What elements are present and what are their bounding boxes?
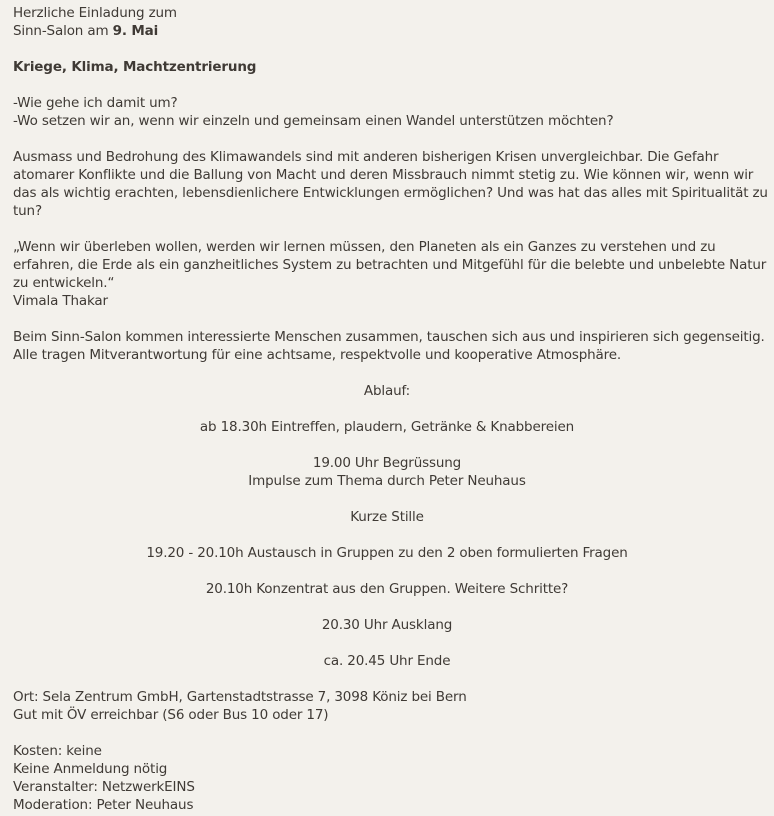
spacer [13,436,774,454]
question-2: -Wo setzen wir an, wenn wir einzeln und gemeinsam einen Wandel unterstützen möchten? [13,113,614,129]
schedule-end: ca. 20.45 Uhr Ende [323,653,451,669]
spacer [13,562,774,580]
schedule-closing: 20.30 Uhr Ausklang [321,617,453,633]
spacer [13,220,774,238]
spacer [13,724,774,742]
schedule-exchange: 19.20 - 20.10h Austausch in Gruppen zu den 2 oben formulierten Fragen [146,545,628,561]
schedule-concentrate: 20.10h Konzentrat aus den Gruppen. Weitere Schritte? [205,581,569,597]
question-1: -Wie gehe ich damit um? [13,95,178,111]
spacer [13,400,774,418]
detail-moderation: Moderation: Peter Neuhaus [13,797,194,813]
invite-line-2 [13,22,774,40]
location-transport: Gut mit ÖV erreichbar (S6 oder Bus 10 oder 17) [13,707,329,723]
spacer [13,526,774,544]
location-place: Ort: Sela Zentrum GmbH, Gartenstadtstrasse 7, 3098 Köniz bei Bern [13,689,467,705]
spacer [13,130,774,148]
spacer [13,670,774,688]
spacer [13,364,774,382]
topic-heading [13,58,774,76]
invite-line-1: Herzliche Einladung zum [13,5,177,21]
schedule-welcome: 19.00 Uhr Begrüssung [312,455,462,471]
schedule-impulse: Impulse zum Thema durch Peter Neuhaus [248,473,526,489]
spacer [13,310,774,328]
spacer [13,598,774,616]
schedule-silence: Kurze Stille [350,509,424,525]
schedule-heading: Ablauf: [363,383,411,399]
topic-heading-text: Kriege, Klima, Machtzentrierung [13,59,257,75]
spacer [13,76,774,94]
invite-line-2-prefix: Sinn-Salon am [13,23,113,39]
detail-cost: Kosten: keine [13,743,102,759]
intro-paragraph: Ausmass und Bedrohung des Klimawandels sind mit anderen bisherigen Krisen unvergleichbar. Die Gefahr atomarer Konflikte und die Ballung von Macht und deren Missbrauch nimmt stetig zu. Wie können wir, wenn wir das als wichtig erachten, lebensdienlichere Entwicklungen ermöglichen? Und was hat das alles mit Spiritualität zu tun? [13,149,768,219]
spacer [13,634,774,652]
spacer [13,490,774,508]
detail-registration: Keine Anmeldung nötig [13,761,168,777]
quote-author: Vimala Thakar [13,293,108,309]
spacer [13,40,774,58]
salon-paragraph: Beim Sinn-Salon kommen interessierte Menschen zusammen, tauschen sich aus und inspirieren sich gegenseitig. Alle tragen Mitverantwortung für eine achtsame, respektvolle und kooperative Atmosphäre. [13,329,765,363]
event-date: 9. Mai [112,23,159,39]
quote-text: „Wenn wir überleben wollen, werden wir lernen müssen, den Planeten als ein Ganzes zu verstehen und zu erfahren, die Erde als ein ganzheitliches System zu betrachten und Mitgefühl für die belebte und unbelebte Natur zu entwickeln.“ [13,239,767,291]
detail-organizer: Veranstalter: NetzwerkEINS [13,779,195,795]
schedule-arrival: ab 18.30h Eintreffen, plaudern, Getränke & Knabbereien [199,419,575,435]
